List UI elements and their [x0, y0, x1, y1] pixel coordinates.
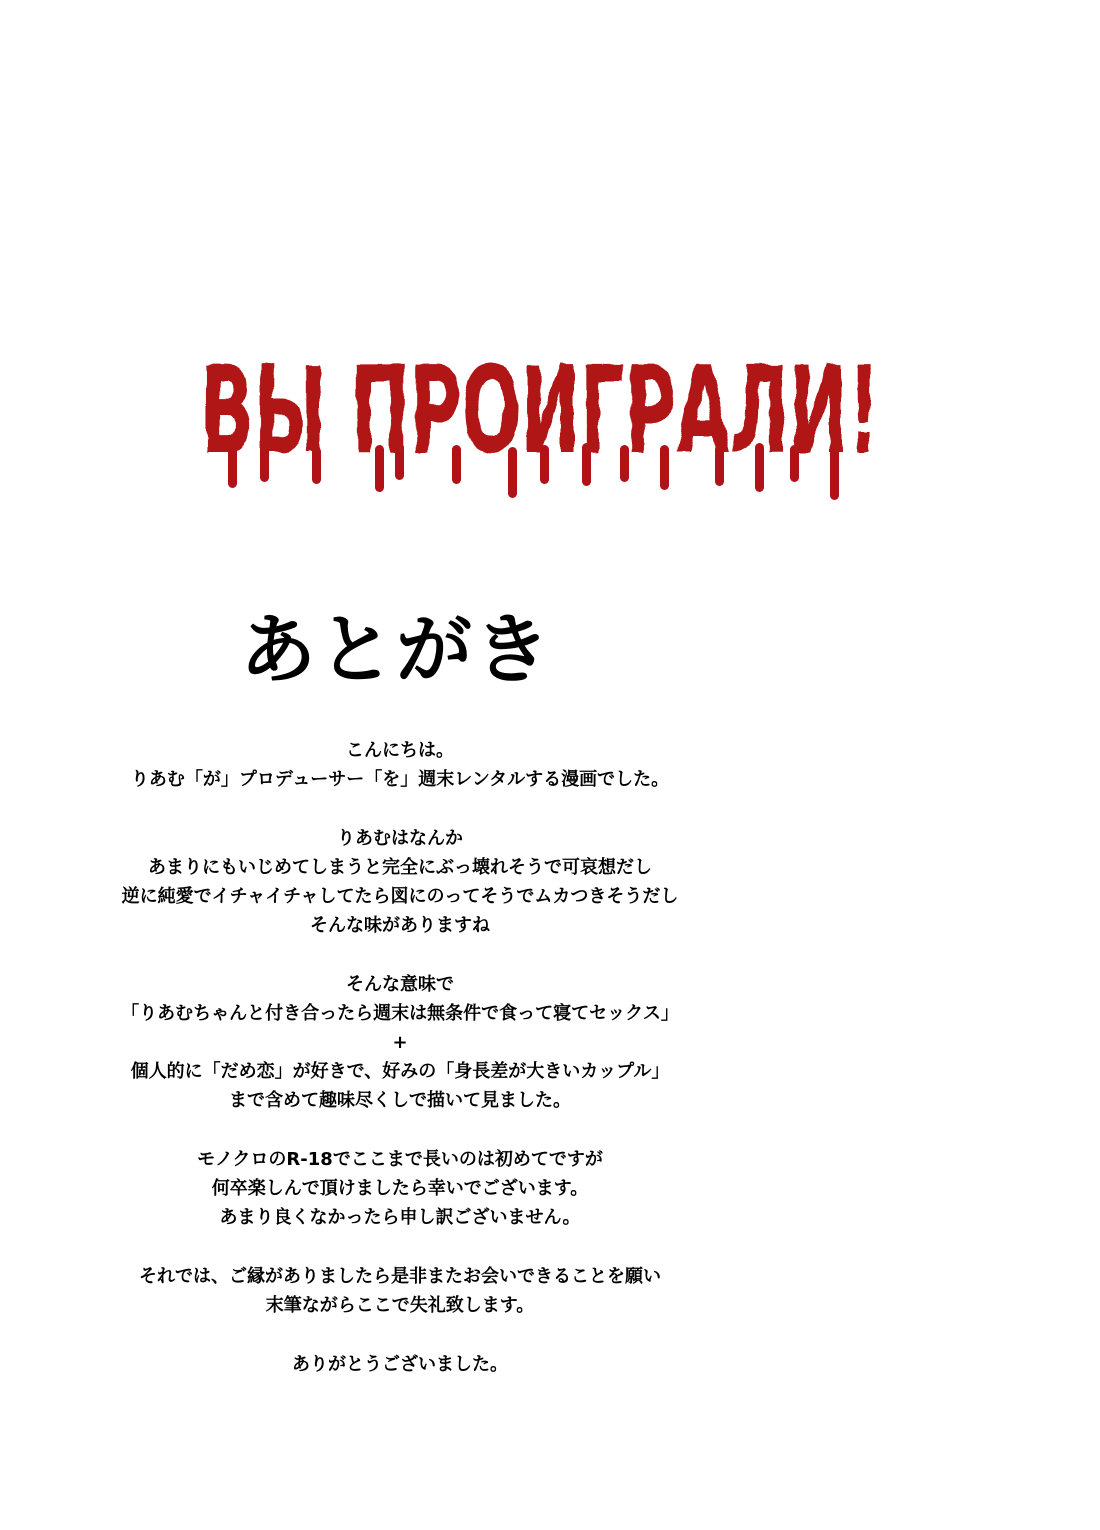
afterword-line: 何卒楽しんで頂けましたら幸いでございます。 — [211, 1178, 589, 1199]
afterword-body — [0, 736, 800, 1379]
afterword-line: 「りあむちゃんと付き合ったら週末は無条件で食って寝てセックス」 — [121, 1003, 679, 1024]
afterword-line: ありがとうございました。 — [292, 1354, 508, 1375]
afterword-line: こんにちは。 — [346, 740, 454, 761]
afterword-paragraph — [0, 824, 800, 940]
afterword-line: りあむ「が」プロデューサー「を」週末レンタルする漫画でした。 — [130, 769, 670, 790]
afterword-line: そんな味がありますね — [310, 915, 490, 936]
afterword-line: まで含めて趣味尽くしで描いて見ました。 — [229, 1090, 571, 1111]
afterword-paragraph — [0, 1262, 800, 1320]
page-title: あとがき — [240, 605, 552, 694]
afterword-paragraph — [0, 736, 800, 794]
afterword-line: 個人的に「だめ恋」が好きで、好みの「身長差が大きいカップル」 — [130, 1061, 670, 1082]
afterword-line: そんな意味で — [346, 974, 454, 995]
afterword-paragraph — [0, 1145, 800, 1232]
banner-graphic — [190, 320, 890, 520]
afterword-line: それでは、ご縁がありましたら是非またお会いできることを願い — [139, 1266, 661, 1287]
afterword-paragraph — [0, 970, 800, 1115]
afterword-paragraph — [0, 1350, 800, 1379]
afterword-line: 末筆ながらここで失礼致します。 — [265, 1295, 535, 1316]
afterword-line: あまり良くなかったら申し訳ございません。 — [219, 1207, 581, 1228]
afterword-line: 逆に純愛でイチャイチャしてたら図にのってそうでムカつきそうだし — [121, 886, 679, 907]
afterword-line: あまりにもいじめてしまうと完全にぶっ壊れそうで可哀想だし — [148, 857, 652, 878]
game-over-banner — [190, 320, 890, 520]
banner-text: ВЫ ПРОИГРАЛИ! — [200, 342, 880, 481]
afterword-line: モノクロのR-18でここまで長いのは初めてですが — [197, 1149, 603, 1170]
afterword-line: + — [392, 1032, 408, 1053]
afterword-line: りあむはなんか — [337, 828, 463, 849]
